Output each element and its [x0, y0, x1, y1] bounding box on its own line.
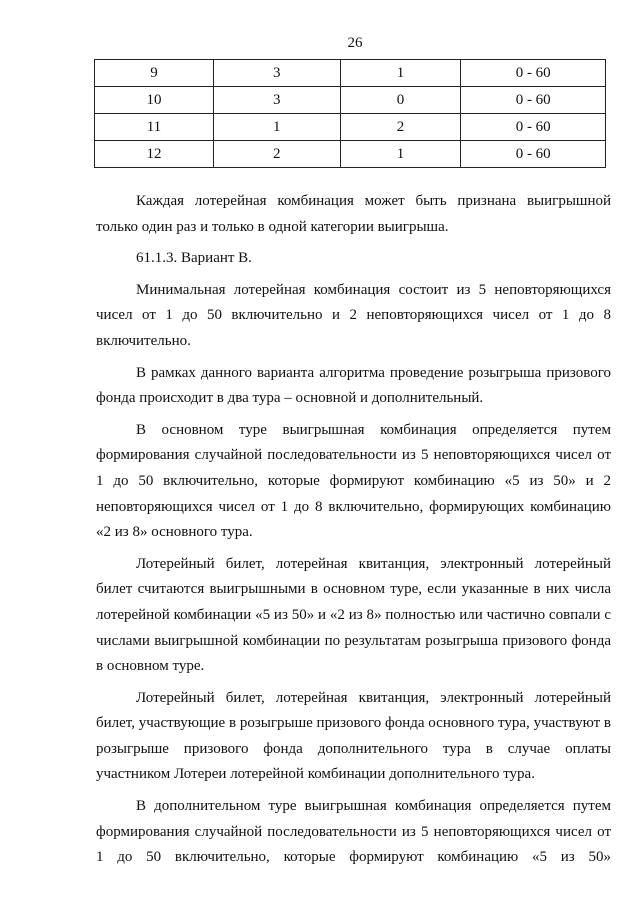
- table-row: [95, 141, 606, 168]
- table-cell: 0 - 60: [461, 141, 606, 168]
- table-cell: 11: [95, 114, 214, 141]
- table-cell: 0 - 60: [461, 87, 606, 114]
- table-cell: 9: [95, 60, 214, 87]
- table-row: [95, 60, 606, 87]
- table-cell: 1: [340, 60, 461, 87]
- document-body: [96, 189, 611, 871]
- prize-category-table: [94, 59, 606, 168]
- table-cell: 2: [340, 114, 461, 141]
- paragraph: Каждая лотерейная комбинация может быть признана выигрышной только один раз и только в одной категории выигрыша.: [96, 193, 611, 235]
- table-cell: 0 - 60: [461, 60, 606, 87]
- table-cell: 0: [340, 87, 461, 114]
- table-cell: 3: [213, 87, 340, 114]
- paragraph: Минимальная лотерейная комбинация состоит из 5 неповторяющихся чисел от 1 до 50 включительно и 2 неповторяющихся чисел от 1 до 8 включительно.: [96, 281, 611, 349]
- table-row: [95, 114, 606, 141]
- paragraph: Лотерейный билет, лотерейная квитанция, электронный лотерейный билет считаются выигрышными в основном туре, если указанные в них числа лотерейной комбинации «5 из 50» и «2 из 8» полностью или частично совпали с числами выигрышной комбинации по результатам розыгрыша призового фонда в основном туре.: [96, 555, 611, 675]
- page-number: 26: [347, 35, 363, 51]
- table-cell: 10: [95, 87, 214, 114]
- table-cell: 0 - 60: [461, 114, 606, 141]
- table-cell: 3: [213, 60, 340, 87]
- section-heading: 61.1.3. Вариант В.: [136, 250, 252, 267]
- paragraph: В рамках данного варианта алгоритма проведение розыгрыша призового фонда происходит в два тура – основной и дополнительный.: [96, 364, 611, 407]
- table-cell: 1: [340, 141, 461, 168]
- table-cell: 2: [213, 141, 340, 168]
- table-cell: 12: [95, 141, 214, 168]
- table-cell: 1: [213, 114, 340, 141]
- paragraph: Лотерейный билет, лотерейная квитанция, электронный лотерейный билет, участвующие в розыгрыше призового фонда основного тура, участвуют в розыгрыше призового фонда дополнительного тура в случае оплаты участником Лотереи лотерейной комбинации дополнительного тура.: [96, 689, 611, 783]
- paragraph: В дополнительном туре выигрышная комбинация определяется путем формирования случайной последовательности из 5 неповторяющихся чисел от 1 до 50 включительно, которые формируют комбинацию «5 из 50»: [96, 798, 611, 866]
- paragraph: В основном туре выигрышная комбинация определяется путем формирования случайной последовательности из 5 неповторяющихся чисел от 1 до 50 включительно, которые формируют комбинацию «5 из 50» и 2 неповторяющихся чисел от 1 до 8 включительно, формирующих комбинацию «2 из 8» основного тура.: [96, 421, 611, 541]
- table-row: [95, 87, 606, 114]
